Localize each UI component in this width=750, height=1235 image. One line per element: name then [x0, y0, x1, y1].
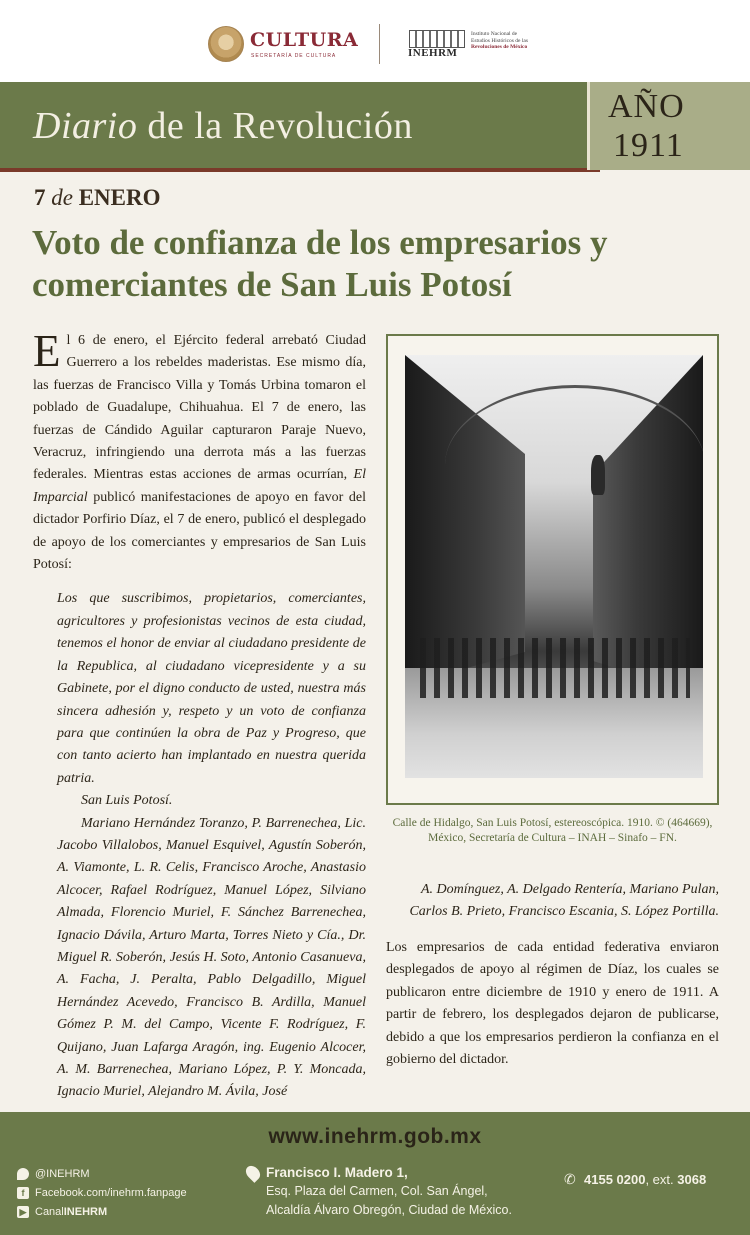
article-left-column: [33, 326, 366, 1104]
phone-number[interactable]: [584, 1172, 706, 1187]
youtube-icon: ▶: [17, 1206, 29, 1218]
inehrm-desc-line-1: Instituto Nacional de: [471, 31, 518, 37]
photo-crowd: [420, 638, 690, 698]
article-headline: Voto de confianza de los empresarios y comerciantes de San Luis Potosí: [32, 223, 608, 304]
address-line-3: Alcaldía Álvaro Obregón, Ciudad de México.: [266, 1203, 512, 1217]
phone-ext-label: , ext.: [645, 1172, 678, 1187]
photo-caption: Calle de Hidalgo, San Luis Potosí, estereoscópica. 1910. © (464669), México, Secretaría de Cultura – INAH – Sinafo – FN.: [392, 817, 713, 844]
date-day: 7: [34, 185, 46, 210]
phone-icon: ✆: [564, 1172, 576, 1188]
publication-title-italic: Diario: [33, 105, 138, 147]
article-date: [34, 185, 161, 211]
closing-paragraph: Los empresarios de cada entidad federativa enviaron desplegados de apoyo al régimen de Díaz, los cuales se publicaron entre diciembre de 1910 y enero de 1911. A partir de febrero, los desplegados dejaron de publicarse, debido a que los empresarios perdieron la confianza en el gobierno del dictador.: [386, 940, 719, 1068]
quote-signers-continued: A. Domínguez, A. Delgado Rentería, Mariano Pulan, Carlos B. Prieto, Francisco Escania, S. López Portilla.: [409, 882, 719, 920]
youtube-channel: INEHRM: [63, 1205, 108, 1218]
photo-street-lamp: [591, 455, 605, 495]
intro-text-1: l 6 de enero, el Ejército federal arrebató Ciudad Guerrero a los rebeldes maderistas. Ese mismo día, las fuerzas de Francisco Villa y Tomás Urbina tomaron el poblado de Guadalupe, Chihuahua. El 7 de enero, las fuerzas de Cándido Aguilar capturaron Paraje Nuevo, Veracruz, infringiendo una derrota más a las fuerzas federales. Mientras estas acciones de armas ocurrían,: [33, 333, 366, 483]
cultura-logo-text: CULTURA: [250, 29, 359, 51]
facebook-handle: Facebook.com/inehrm.fanpage: [35, 1186, 187, 1199]
quote-place: San Luis Potosí.: [81, 793, 173, 809]
publication-title-rest: de la Revolución: [137, 105, 413, 147]
year-label: AÑO: [608, 88, 685, 125]
inehrm-desc-line-3: Revoluciones de México: [471, 44, 528, 50]
phone-ext: 3068: [677, 1172, 707, 1187]
address-line-1: Francisco I. Madero 1,: [266, 1165, 408, 1180]
intro-paragraph: [33, 326, 366, 576]
photo-lamp-wire: [445, 385, 703, 545]
quoted-declaration: [57, 588, 366, 1103]
youtube-prefix: Canal: [35, 1205, 64, 1218]
title-band-rule: [0, 168, 600, 172]
publication-title: [33, 104, 413, 148]
twitter-handle: @INEHRM: [35, 1167, 90, 1180]
quote-signers: Mariano Hernández Toranzo, P. Barrenechea, Lic. Jacobo Villalobos, Manuel Esquivel, Agustín Soberón, A. Viamonte, L. R. Celis, Francisco Aroche, Anastasio Alcocer, Rafael Rodríguez, Manuel López, Silviano Almada, Florencio Muriel, F. Sánchez Barrenechea, Ignacio Dávila, Arturo Marta, Torres Nieto y Cía., Dr. Miguel R. Soberón, Jesús H. Soto, Antonio Casanueva, A. Facha, J. Peralta, Pablo Delgadillo, Miguel Hernández Acevedo, Francisco B. Ardilla, Manuel Gómez P. M. del Campo, Vicente F. Rodríguez, F. Quijano, Juan Lafarga Aragón, ing. Eugenio Alcocer, A. M. Barrenechea, Mariano López, P. Y. Moncada, Ignacio Muriel, Alejandro M. Ávila, José: [57, 815, 366, 1100]
cultura-seal-icon: [208, 26, 244, 62]
year-value: 1911: [613, 127, 684, 164]
facebook-icon: f: [17, 1187, 29, 1199]
newspaper-name: El Imparcial: [33, 467, 366, 505]
cultura-logo-subtitle: SECRETARÍA DE CULTURA: [251, 53, 337, 59]
drop-cap: E: [33, 326, 61, 376]
inehrm-desc-line-2: Estudios Históricos de las: [471, 37, 528, 44]
website-link[interactable]: www.inehrm.gob.mx: [268, 1125, 482, 1148]
inehrm-logo-text: INEHRM: [408, 47, 458, 59]
date-month: ENERO: [78, 185, 161, 210]
phone-main: 4155 0200: [584, 1172, 646, 1187]
twitter-icon: [17, 1168, 29, 1180]
header-logos: [0, 0, 750, 82]
facebook-link[interactable]: [17, 1183, 187, 1202]
inehrm-logo-description: [471, 31, 551, 51]
date-de: de: [51, 185, 73, 210]
twitter-link[interactable]: [17, 1164, 187, 1183]
social-links: [17, 1164, 187, 1221]
address-line-2: Esq. Plaza del Carmen, Col. San Ángel,: [266, 1184, 488, 1198]
youtube-link[interactable]: [17, 1202, 187, 1221]
intro-text-2: publicó manifestaciones de apoyo en favor del dictador Porfirio Díaz, el 7 de enero, publicó el desplegado de apoyo de los comerciantes y empresarios de San Luis Potosí:: [33, 489, 366, 573]
address: [266, 1163, 512, 1220]
inehrm-building-icon: [409, 30, 465, 48]
historic-street-photo: [405, 355, 703, 778]
logo-divider: [379, 24, 380, 64]
quote-body: Los que suscribimos, propietarios, comerciantes, agricultores y profesionistas vecinos de esta ciudad, tenemos el honor de enviar al ciudadano presidente de la Republica, al ciudadano vicepresidente y a su Gabinete, por el digno conducto de usted, nuestra más sincera adhesión y, respeto y un voto de confianza para que continúen la obra de Paz y Progreso, que con tanto acierto han implantado en nuestra querida patria.: [57, 591, 366, 786]
